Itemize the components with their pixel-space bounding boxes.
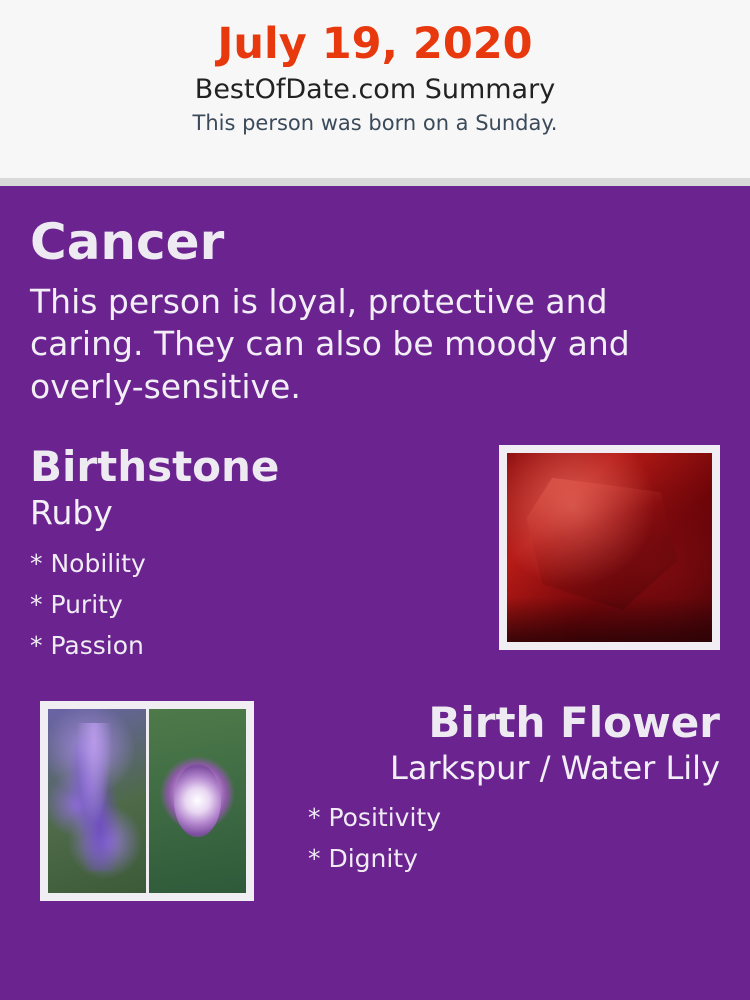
birth-flower-text [270, 697, 720, 880]
birth-flower-title: Birth Flower [428, 697, 720, 747]
page-title-date: July 19, 2020 [217, 19, 533, 69]
born-day-text: This person was born on a Sunday. [192, 110, 558, 135]
page-header [0, 0, 750, 178]
birth-flower-trait: * Dignity [308, 844, 418, 874]
zodiac-description: This person is loyal, protective and caring. They can also be moody and overly-sensitive. [30, 281, 630, 407]
birthstone-trait: * Passion [30, 631, 144, 661]
birthstone-trait: * Nobility [30, 548, 146, 578]
larkspur-photo [48, 709, 146, 893]
site-summary-label: BestOfDate.com Summary [194, 74, 556, 106]
birth-flower-image-frame [40, 701, 254, 901]
ruby-gemstone-photo [507, 453, 712, 642]
birth-flower-name: Larkspur / Water Lily [390, 748, 720, 787]
birth-flower-section [30, 697, 720, 911]
zodiac-sign-title: Cancer [30, 213, 225, 271]
birth-flower-trait: * Positivity [308, 803, 441, 833]
birthstone-title: Birthstone [30, 442, 280, 492]
header-divider [0, 178, 750, 186]
birthstone-trait: * Purity [30, 590, 123, 620]
water-lily-photo [149, 709, 247, 893]
birthstone-text [30, 442, 460, 666]
birthstone-section [30, 442, 720, 666]
birth-flower-traits [270, 797, 720, 880]
birthstone-image-frame [499, 445, 720, 650]
birthstone-name: Ruby [30, 493, 113, 533]
details-panel [0, 186, 750, 1000]
